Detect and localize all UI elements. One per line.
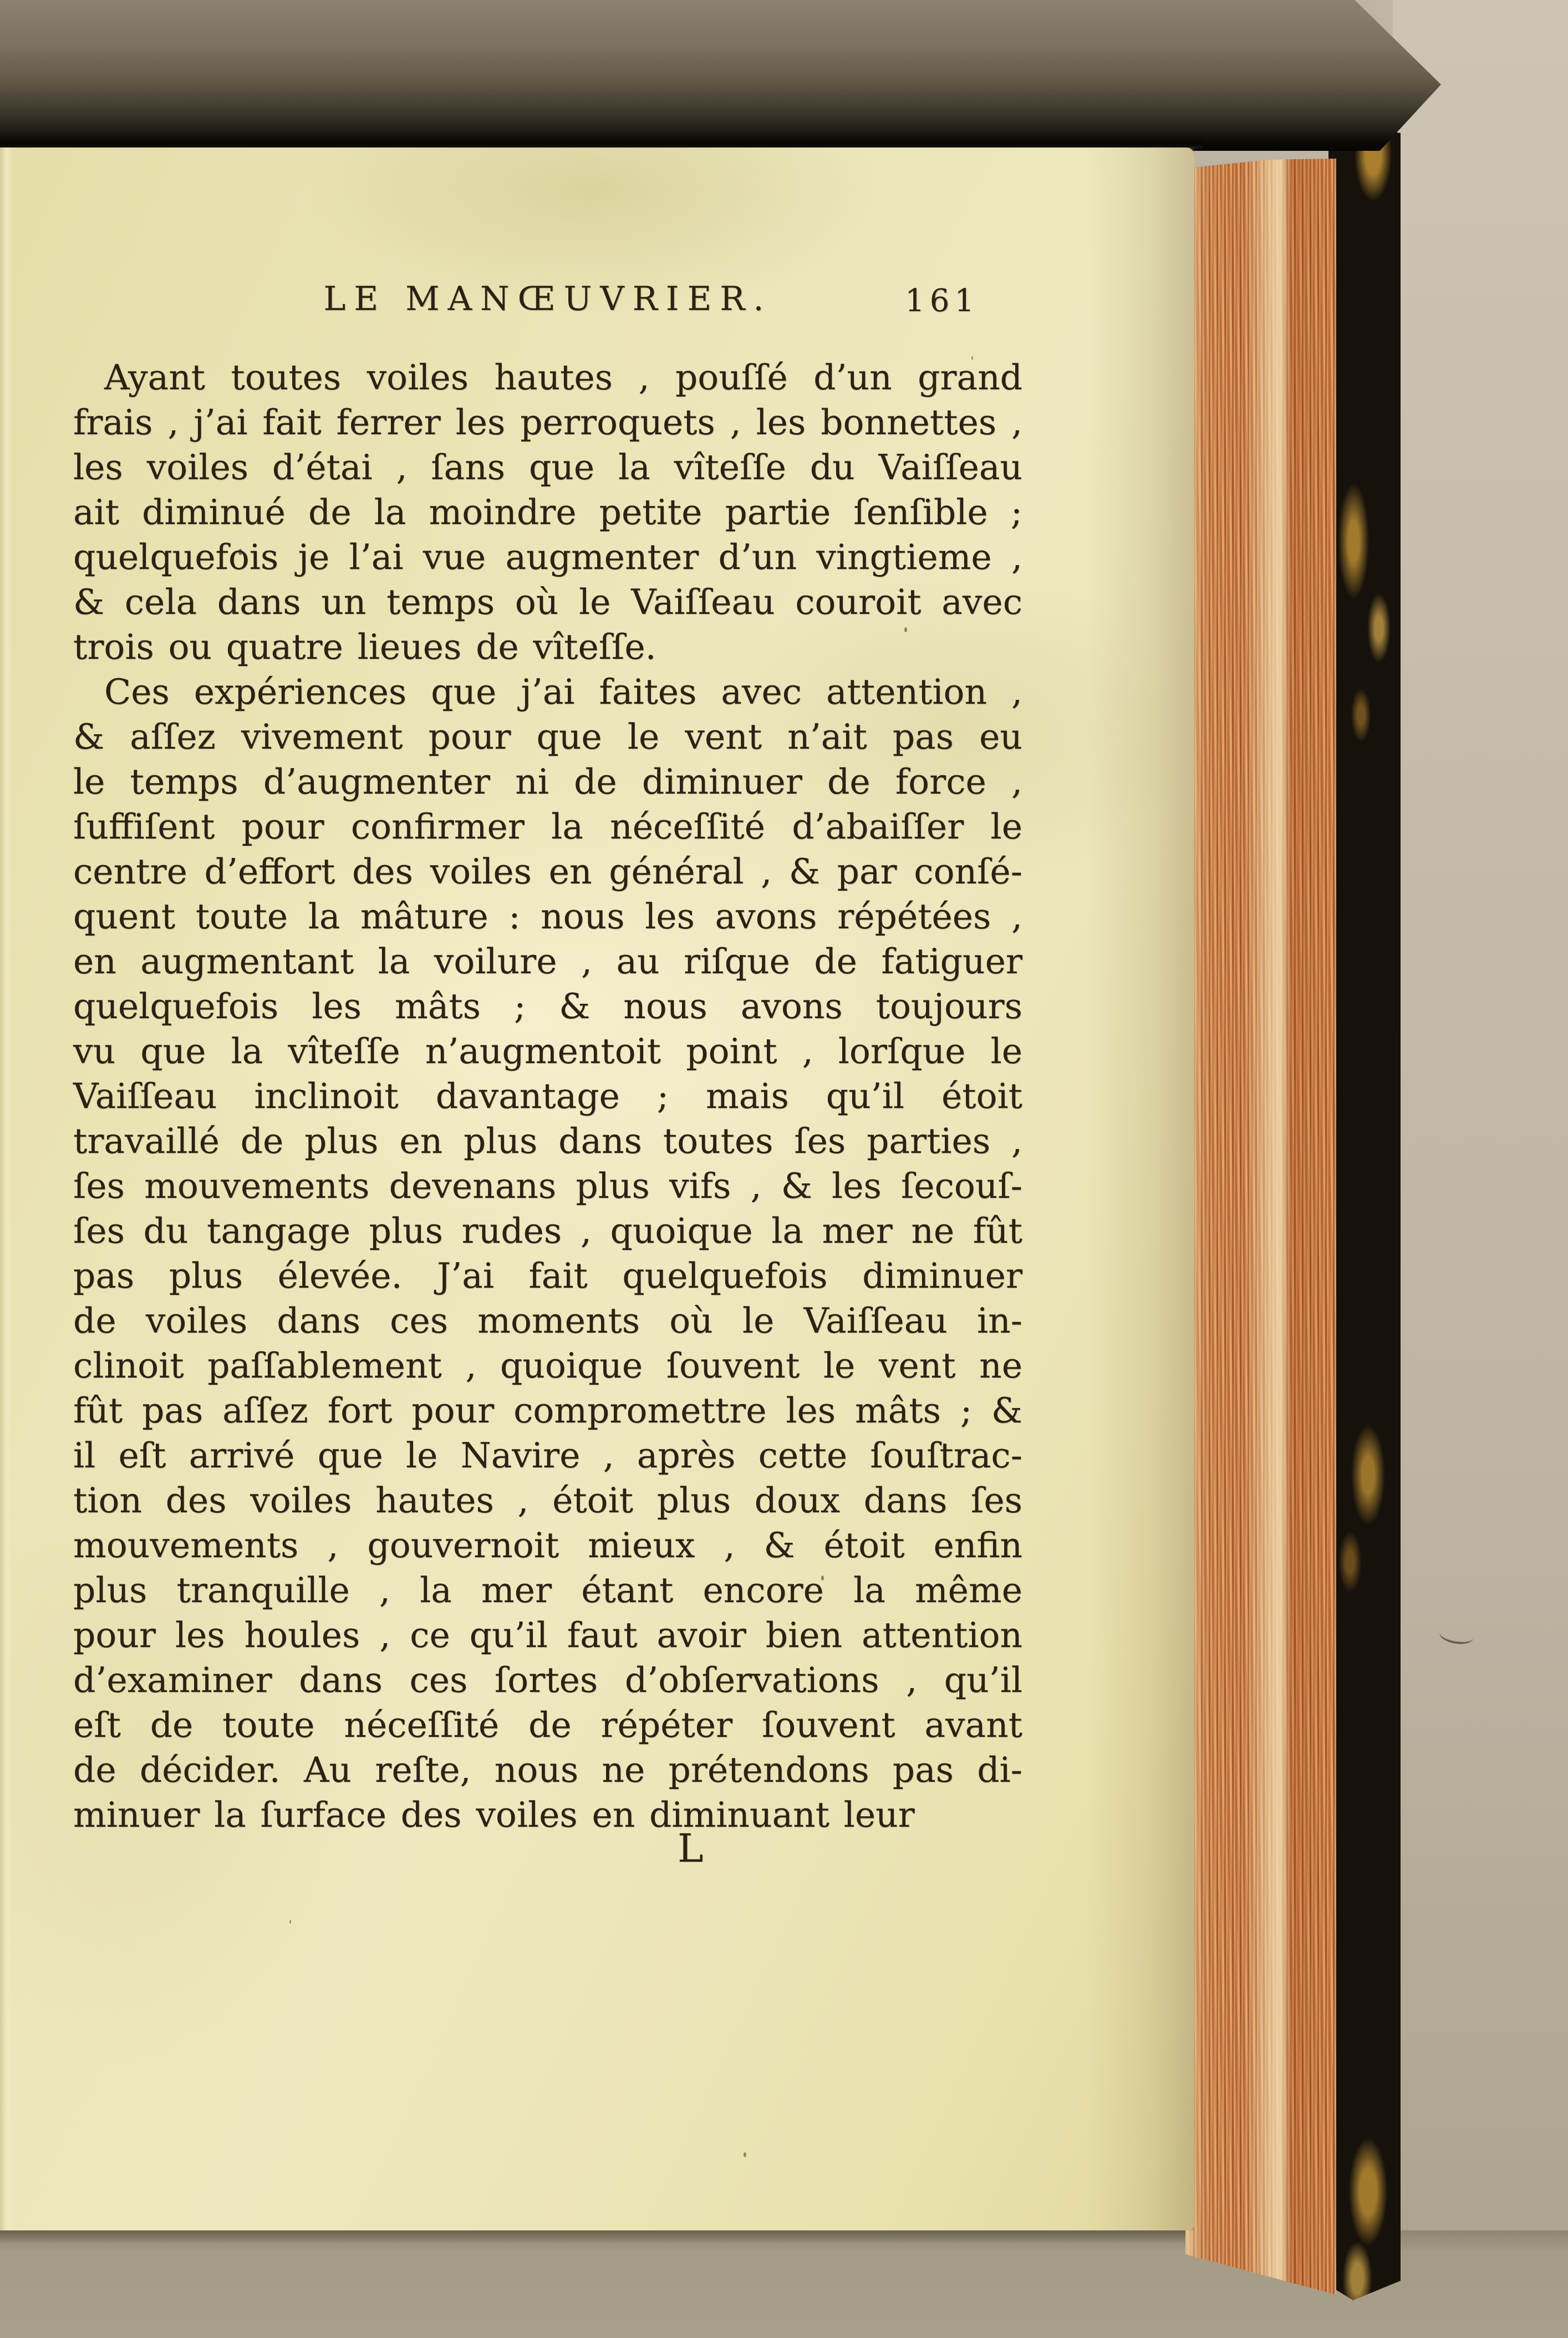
text-line: pas plus élevée. J’ai fait quelquefois diminuer [73, 1256, 1022, 1296]
text-line: quelquefois les mâts ; & nous avons toujours [73, 986, 1022, 1026]
text-line: de décider. Au reſte, nous ne prétendons pas di- [73, 1750, 1022, 1790]
running-title: LE MANŒUVRIER. [323, 279, 772, 318]
text-line: travaillé de plus en plus dans toutes ſes parties , [73, 1121, 1022, 1161]
text-line: vu que la vîteſſe n’augmentoit point , lorſque le [73, 1031, 1022, 1071]
text-line: trois ou quatre lieues de vîteſſe. [73, 627, 656, 667]
text-line: de voiles dans ces moments où le Vaiſſeau in- [73, 1300, 1022, 1341]
text-line: Ces expériences que j’ai faites avec attention , [104, 672, 1022, 712]
text-line: quent toute la mâture : nous les avons répétées , [73, 896, 1022, 937]
page-header [73, 279, 1022, 331]
text-line: ſes mouvements devenans plus vifs , & les ſecouſ- [73, 1166, 1022, 1206]
text-line: plus tranquille , la mer étant encore la même [73, 1570, 1022, 1610]
text-line: en augmentant la voilure , au riſque de fatiguer [73, 941, 1022, 982]
text-line: centre d’effort des voiles en général , & par conſé- [73, 851, 1022, 892]
text-line: Ayant toutes voiles hautes , pouſſé d’un grand [104, 357, 1022, 398]
text-line: & aſſez vivement pour que le vent n’ait pas eu [73, 716, 1022, 757]
text-line: eſt de toute néceſſité de répéter ſouvent avant [73, 1705, 1022, 1745]
text-line: & cela dans un temps où le Vaiſſeau couroit avec [73, 582, 1022, 622]
text-line: tion des voiles hautes , étoit plus doux dans ſes [73, 1480, 1022, 1521]
text-line: le temps d’augmenter ni de diminuer de force , [73, 761, 1022, 802]
text-line: pour les houles , ce qu’il faut avoir bien attention [73, 1615, 1022, 1655]
text-line: mouvements , gouvernoit mieux , & étoit enfin [73, 1525, 1022, 1566]
signature-mark: L [678, 1826, 704, 1871]
text-line: frais , j’ai fait ferrer les perroquets , les bonnettes , [73, 402, 1022, 443]
text-line: ſes du tangage plus rudes , quoique la mer ne fût [73, 1211, 1022, 1251]
text-line: quelquefois je l’ai vue augmenter d’un vingtieme , [73, 537, 1022, 577]
body-text [73, 355, 1022, 1837]
text-line: les voiles d’étai , ſans que la vîteſſe du Vaiſſeau [73, 447, 1022, 487]
page-number: 161 [905, 283, 979, 319]
text-line: fût pas aſſez fort pour compromettre les mâts ; & [73, 1390, 1022, 1431]
text-line: d’examiner dans ces ſortes d’obſervations , qu’il [73, 1660, 1022, 1700]
text-line: clinoit paſſablement , quoique ſouvent le vent ne [73, 1345, 1022, 1386]
text-line: ſuffiſent pour confirmer la néceſſité d’abaiſſer le [73, 806, 1022, 847]
text-line: ait diminué de la moindre petite partie ſenſible ; [73, 492, 1022, 532]
text-line: minuer la ſurface des voiles en diminuant leur [73, 1795, 915, 1835]
text-line: Vaiſſeau inclinoit davantage ; mais qu’il étoit [73, 1076, 1022, 1116]
text-line: il eſt arrivé que le Navire , après cette ſouſtrac- [73, 1435, 1022, 1476]
